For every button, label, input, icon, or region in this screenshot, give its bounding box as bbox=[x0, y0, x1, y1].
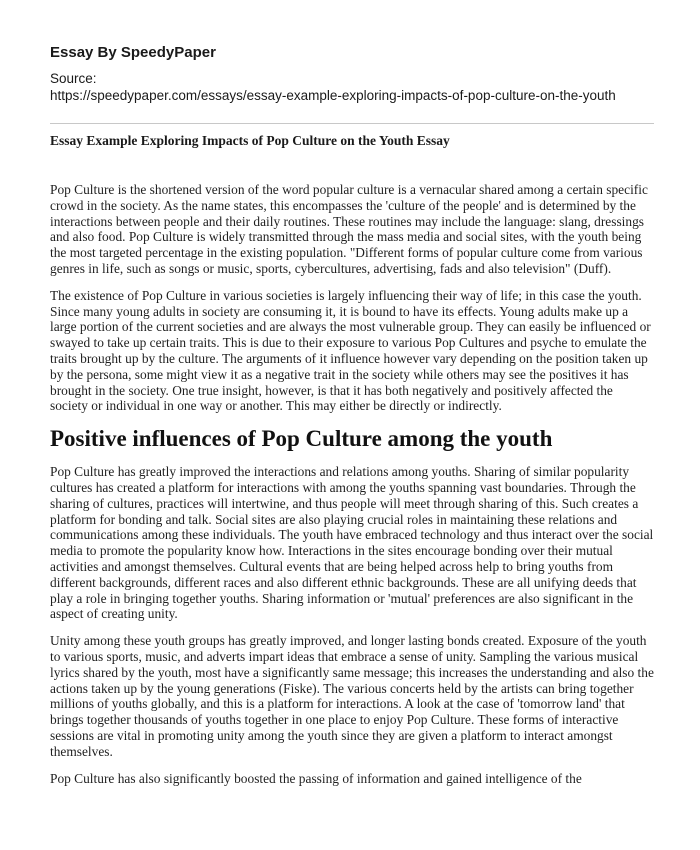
section-heading: Positive influences of Pop Culture among the youth bbox=[50, 426, 553, 452]
source-url[interactable]: https://speedypaper.com/essays/essay-example-exploring-impacts-of-pop-culture-on-the-youth bbox=[50, 88, 616, 103]
section-paragraph: Pop Culture has greatly improved the interactions and relations among youths. Sharing of similar popularity cultures has created a platform for interactions with among the youths spanning vast boundaries. Through the sharing of cultures, practices will intertwine, and thus people will meet through sharing of this. Such creates a platform for bonding and talk. Social sites are also playing crucial roles in maintaining these relations and communications among these individuals. The youth have embraced technology and thus interact over the social media to promote the popularity know how. Interactions in the sites encourage bonding over their mutual activities and amongst themselves. Cultural events that are being helped across help to bring youths from different backgrounds, different races and also different ethnic backgrounds. These are all unifying deeds that play a role in bringing together youths. Sharing information or 'mutual' preferences are also significant in the aspect of creating unity. bbox=[50, 464, 654, 622]
section-paragraph: Pop Culture has also significantly boosted the passing of information and gained intelligence of the bbox=[50, 770, 582, 786]
body-paragraph: The existence of Pop Culture in various societies is largely influencing their way of life; in this case the youth. Since many young adults in society are consuming it, it is bound to have its effects. Young adults make up a large portion of the current societies and are always the most vulnerable group. They can easily be influenced or swayed to take up certain traits. This is due to their exposure to various Pop Cultures and psyche to emulate the traits brought up by the culture. The arguments of it influence however vary depending on the position taken up by the persona, some might view it as a negative trait in the society while others may see the positives it has brought in the society. One true insight, however, is that it has both negatively and positively affected the society or individual in one way or another. This may either be directly or indirectly. bbox=[50, 287, 651, 414]
source-label: Source: bbox=[50, 71, 97, 86]
document-body bbox=[50, 182, 654, 797]
header-divider bbox=[50, 123, 654, 124]
section-paragraph: Unity among these youth groups has greatly improved, and longer lasting bonds created. Exposure of the youth to various sports, music, and adverts impart ideas that embrace a sense of unity. Sampling the various musical lyrics shared by the youth, most have a significantly same message; this increases the understanding and also the actions taken up by the young generations (Fiske). The various concerts held by the artists can bring together millions of youths globally, and this is a platform for interactions. A look at the case of 'tomorrow land' that brings together thousands of youths together in one place to enjoy Pop Culture. These forms of interactive sessions are vital in promoting unity among the youth since they are given a platform to interact amongst themselves. bbox=[50, 633, 654, 759]
body-paragraph: Pop Culture is the shortened version of the word popular culture is a vernacular shared among a certain specific crowd in the society. As the name states, this encompasses the 'culture of the people' and is determined by the interactions between people and their daily routines. These routines may include the language: slang, dressings and also food. Pop Culture is widely transmitted through the mass media and social sites, with the youth being the most targeted percentage in the existing population. "Different forms of popular culture come from various genres in life, such as songs or music, sports, cybercultures, advertising, fads and also television" (Duff). bbox=[50, 182, 648, 276]
essay-brand-title: Essay By SpeedyPaper bbox=[50, 44, 216, 61]
document-title: Essay Example Exploring Impacts of Pop Culture on the Youth Essay bbox=[50, 133, 450, 148]
